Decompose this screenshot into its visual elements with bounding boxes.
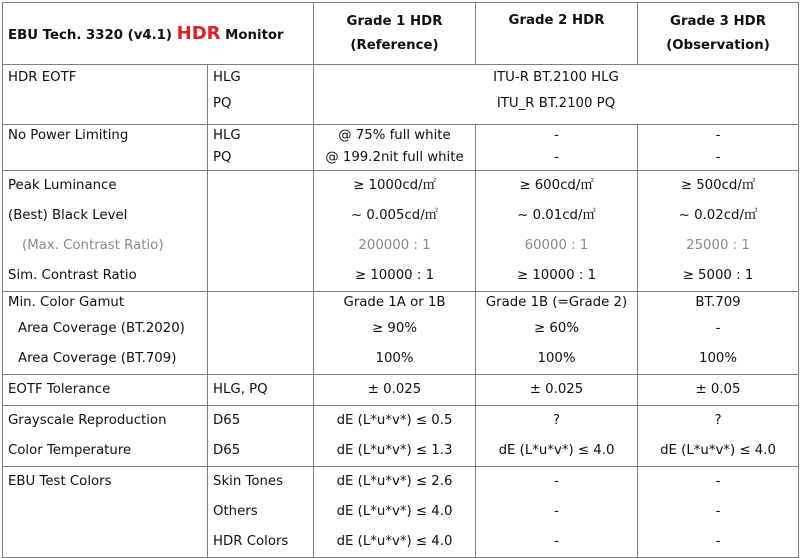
- title-suffix: Monitor: [225, 28, 284, 43]
- luminance-row: [3, 171, 799, 292]
- grade1-header: Grade 1 HDR (Reference): [314, 3, 476, 65]
- grayscale-row: [3, 406, 799, 467]
- eotf-row: [3, 65, 799, 125]
- power-g1-cell: @ 75% full white @ 199.2nit full white: [314, 125, 476, 171]
- gamut-g3-cell: BT.709 - 100%: [638, 292, 799, 375]
- tolerance-row: [3, 375, 799, 406]
- testcolors-g1-cell: dE (L*u*v*) ≤ 2.6 dE (L*u*v*) ≤ 4.0 dE (L*u*v*) ≤ 4.0: [314, 467, 476, 558]
- testcolors-row: [3, 467, 799, 558]
- gamut-sub-cell: [208, 292, 314, 375]
- title-prefix: EBU Tech. 3320 (v4.1): [8, 28, 173, 43]
- grayscale-sub-cell: D65 D65: [208, 406, 314, 467]
- tolerance-sub-cell: HLG, PQ: [208, 375, 314, 406]
- testcolors-g2-cell: - - -: [476, 467, 638, 558]
- eotf-label-cell: [3, 65, 208, 125]
- title-hdr-word: HDR: [176, 23, 221, 44]
- grayscale-label-cell: Grayscale Reproduction Color Temperature: [3, 406, 208, 467]
- gamut-row: [3, 292, 799, 375]
- power-sub-cell: HLG PQ: [208, 125, 314, 171]
- grade3-header: Grade 3 HDR (Observation): [638, 3, 799, 65]
- grayscale-g2-cell: ? dE (L*u*v*) ≤ 4.0: [476, 406, 638, 467]
- grayscale-g1-cell: dE (L*u*v*) ≤ 0.5 dE (L*u*v*) ≤ 1.3: [314, 406, 476, 467]
- gamut-g1-cell: Grade 1A or 1B ≥ 90% 100%: [314, 292, 476, 375]
- power-label-cell: [3, 125, 208, 171]
- power-label: No Power Limiting: [8, 128, 129, 143]
- power-g3-cell: - -: [638, 125, 799, 171]
- luminance-g3-cell: ≥ 500cd/㎡ ~ 0.02cd/㎡ 25000 : 1 ≥ 5000 : 1: [638, 171, 799, 292]
- eotf-values-cell: ITU-R BT.2100 HLG ITU_R BT.2100 PQ: [314, 65, 799, 125]
- testcolors-sub-cell: Skin Tones Others HDR Colors: [208, 467, 314, 558]
- tolerance-g1-cell: ± 0.025: [314, 375, 476, 406]
- luminance-g2-cell: ≥ 600cd/㎡ ~ 0.01cd/㎡ 60000 : 1 ≥ 10000 : 1: [476, 171, 638, 292]
- eotf-sub-cell: HLG PQ: [208, 65, 314, 125]
- grayscale-g3-cell: ? dE (L*u*v*) ≤ 4.0: [638, 406, 799, 467]
- tolerance-g2-cell: ± 0.025: [476, 375, 638, 406]
- eotf-label: HDR EOTF: [8, 70, 77, 85]
- table-title: [3, 3, 314, 65]
- tolerance-label-cell: EOTF Tolerance: [3, 375, 208, 406]
- header-row: [3, 3, 799, 65]
- power-g2-cell: - -: [476, 125, 638, 171]
- luminance-sub-cell: [208, 171, 314, 292]
- hdr-monitor-spec-table: [2, 2, 799, 558]
- testcolors-label-cell: EBU Test Colors: [3, 467, 208, 558]
- luminance-g1-cell: ≥ 1000cd/㎡ ~ 0.005cd/㎡ 200000 : 1 ≥ 10000 : 1: [314, 171, 476, 292]
- luminance-label-cell: Peak Luminance (Best) Black Level (Max. Contrast Ratio) Sim. Contrast Ratio: [3, 171, 208, 292]
- grade2-header: Grade 2 HDR: [476, 3, 638, 65]
- gamut-g2-cell: Grade 1B (=Grade 2) ≥ 60% 100%: [476, 292, 638, 375]
- testcolors-g3-cell: - - -: [638, 467, 799, 558]
- tolerance-g3-cell: ± 0.05: [638, 375, 799, 406]
- power-row: [3, 125, 799, 171]
- gamut-label-cell: Min. Color Gamut Area Coverage (BT.2020) Area Coverage (BT.709): [3, 292, 208, 375]
